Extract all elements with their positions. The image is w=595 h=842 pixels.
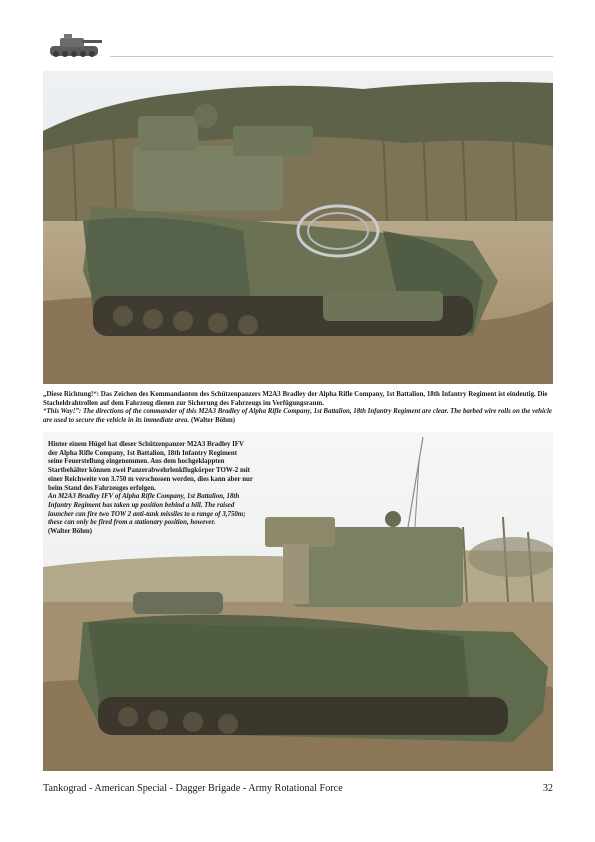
caption-bottom-credit: (Walter Böhm) <box>48 528 93 536</box>
caption-bottom-english: An M2A3 Bradley IFV of Alpha Rifle Company, 1st Battalion, 18th Infantry Regiment has taken up position behind a hill. The raised launcher can fire two TOW 2 anti-tank missiles to a range of 3,750m; these can only be fired from a stationary position, however. <box>48 493 246 527</box>
photo-bradley-ifv-barbed-wire <box>43 71 553 384</box>
caption-top-german: „Diese Richtung!“: Das Zeichen des Kommandanten des Schützenpanzers M2A3 Bradley der Alpha Rifle Company, 1st Battalion, 18th Infantry Regiment ist eindeutig. Die Stacheldrahtrollen auf dem Fahrzeug dienen zur Sicherung des Fahrzeugs im Verfügungsraum. <box>43 391 548 407</box>
footer <box>43 783 553 794</box>
caption-top-english: “This Way!”: The directions of the commander of this M2A3 Bradley of Alpha Rifle Company, 1st Battalion, 18th Infantry Regiment are clear. The barbed wire rolls on the vehicle are used to secure the vehicle in its immediate area. <box>43 408 552 424</box>
tank-logo-icon <box>44 28 104 60</box>
caption-bottom <box>48 441 253 537</box>
caption-top-credit: (Walter Böhm) <box>190 416 236 424</box>
footer-title: Tankograd - American Special - Dagger Brigade - Army Rotational Force <box>43 783 343 794</box>
header-rule <box>110 56 553 57</box>
caption-top <box>43 391 553 425</box>
page-number: 32 <box>542 783 553 794</box>
caption-bottom-german: Hinter einem Hügel hat dieser Schützenpanzer M2A3 Bradley IFV der Alpha Rifle Company, 1st Battalion, 18th Infantry Regiment seine Feuerstellung eingenommen. Aus dem hochgeklappten Startbehälter können zwei Panzerabwehrlenkflugkörper TOW-2 mit einer Reichweite von 3.750 m verschossen werden, dies kann aber nur beim Stand des Fahrzeuges erfolgen. <box>48 441 253 492</box>
